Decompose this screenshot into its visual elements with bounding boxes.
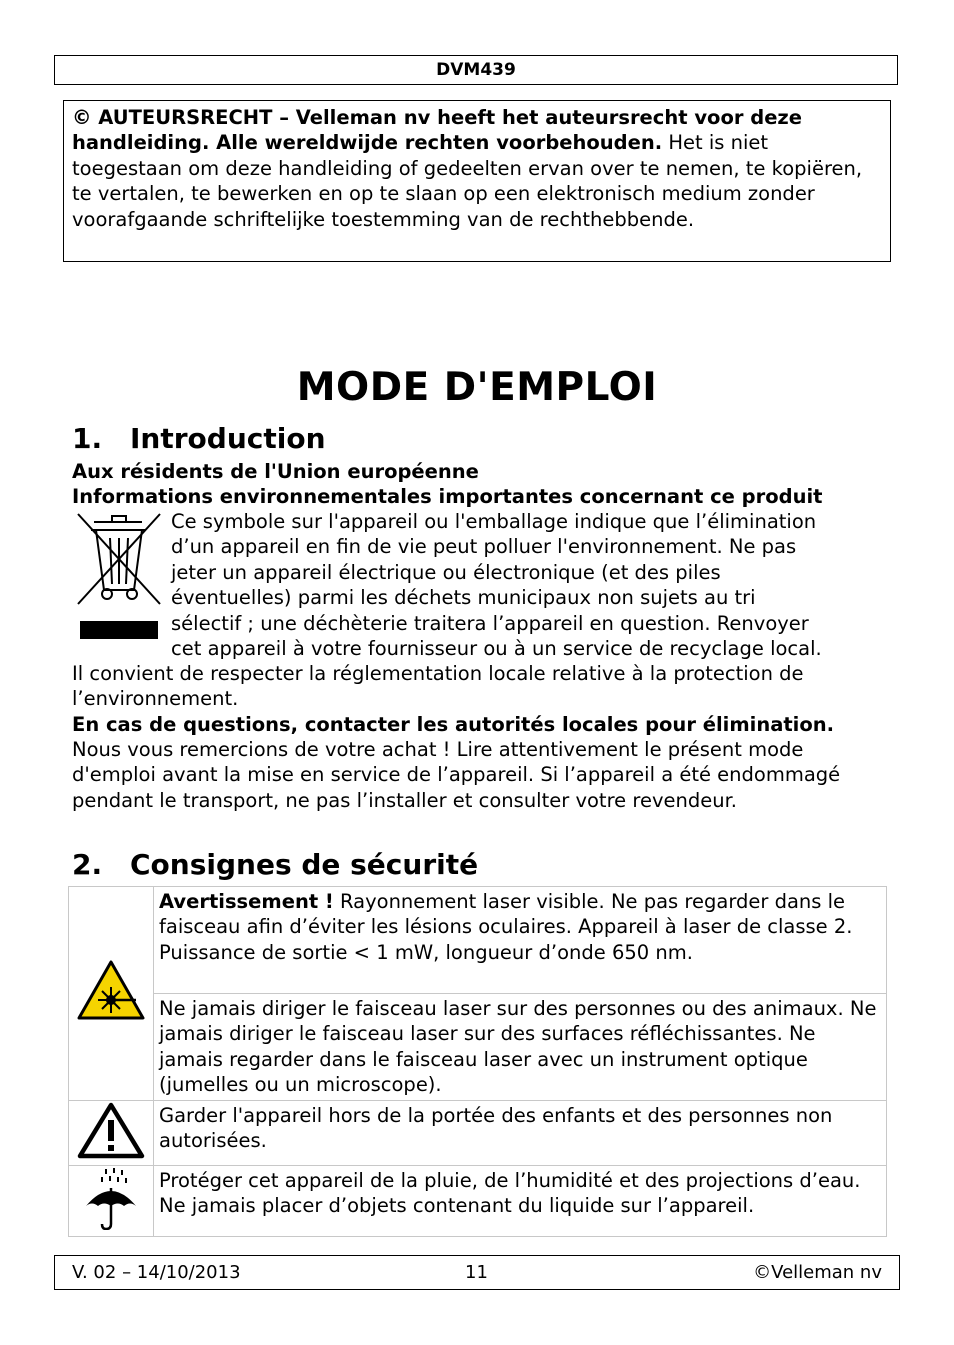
section-2-number: 2. (72, 848, 103, 881)
umbrella-rain-icon (81, 1212, 141, 1235)
section-2-heading (72, 847, 478, 883)
laser-warning-text: Rayonnement laser visible. Ne pas regarder dans le faisceau afin d’éviter les lésions oculaires. Appareil à laser de classe 2. (159, 890, 853, 939)
eu-residents-subheading: Aux résidents de l'Union européenne (72, 460, 479, 483)
questions-notice: En cas de questions, contacter les autorités locales pour élimination. (72, 713, 835, 736)
copyright-normal-text: Het is niet toegestaan om deze handleiding of gedeelten ervan over te nemen, te kopiëren, te vertalen, te bewerken en op te slaan op een elektronisch medium zonder voorafgaande schriftelijke toestemming van de rechthebbende. (72, 131, 863, 231)
laser-power-text: Puissance de sortie < 1 mW, longueur d’onde 650 nm. (159, 940, 693, 964)
table-row (69, 1100, 887, 1165)
laser-warning-icon (76, 1003, 146, 1026)
table-row (69, 994, 887, 1101)
weee-continuation: Il convient de respecter la réglementation locale relative à la protection de l’environnement. (72, 662, 804, 711)
section-2-title: Consignes de sécurité (130, 848, 479, 881)
laser-warning-cell (154, 887, 887, 994)
page-footer (54, 1255, 900, 1290)
weee-line: sélectif ; une déchèterie traitera l’appareil en question. Renvoyer (171, 611, 809, 635)
weee-line: jeter un appareil électrique ou électronique (et des piles (171, 560, 721, 584)
children-cell (154, 1100, 887, 1165)
general-warning-icon (76, 1141, 146, 1164)
rain-text: Protéger cet appareil de la pluie, de l’humidité et des projections d’eau. Ne jamais placer d’objets contenant du liquide sur l’appareil. (159, 1169, 861, 1218)
umbrella-icon-cell (69, 1166, 154, 1237)
weee-line: Ce symbole sur l'appareil ou l'emballage indique que l’élimination (171, 510, 817, 533)
children-text: Garder l'appareil hors de la portée des enfants et des personnes non autorisées. (159, 1103, 833, 1153)
document-model: DVM439 (436, 60, 516, 80)
footer-version: V. 02 – 14/10/2013 (72, 1262, 241, 1283)
environment-subheading: Informations environnementales importantes concernant ce produit (72, 485, 823, 508)
document-header (54, 55, 898, 85)
table-row (69, 1166, 887, 1237)
laser-icon-cell (69, 887, 154, 1101)
laser-never-cell (154, 994, 887, 1101)
weee-line: cet appareil à votre fournisseur ou à un service de recyclage local. (171, 637, 822, 661)
section-1-title: Introduction (130, 422, 326, 455)
copyright-notice (63, 100, 891, 262)
footer-page-number: 11 (465, 1262, 488, 1283)
laser-warning-label: Avertissement ! (159, 890, 334, 913)
weee-bin-icon (74, 510, 166, 642)
safety-table (68, 886, 887, 1237)
footer-copyright: ©Velleman nv (753, 1262, 882, 1283)
copyright-bold-text: © AUTEURSRECHT – Velleman nv heeft het auteursrecht voor deze handleiding. Alle wereldwijde rechten voorbehouden. (72, 106, 803, 155)
section-1-heading (72, 421, 326, 457)
weee-line: d’un appareil en fin de vie peut polluer l'environnement. Ne pas (171, 535, 797, 559)
thanks-paragraph: Nous vous remercions de votre achat ! Lire attentivement le présent mode d'emploi avant la mise en service de l’appareil. Si l’appareil a été endommagé pendant le transport, ne pas l’installer et consulter votre revendeur. (72, 738, 841, 812)
warning-icon-cell (69, 1100, 154, 1165)
table-row (69, 887, 887, 994)
weee-text-block (171, 509, 822, 661)
section-1-number: 1. (72, 422, 103, 455)
rain-cell (154, 1166, 887, 1237)
page-title: MODE D'EMPLOI (296, 365, 658, 410)
laser-never-text: Ne jamais diriger le faisceau laser sur des personnes ou des animaux. Ne jamais diriger le faisceau laser sur des surfaces réfléchissantes. Ne jamais regarder dans le faisceau laser avec un instrument optique (jumelles ou un microscope). (159, 997, 877, 1097)
weee-line: éventuelles) parmi les déchets municipaux non sujets au tri (171, 586, 756, 610)
